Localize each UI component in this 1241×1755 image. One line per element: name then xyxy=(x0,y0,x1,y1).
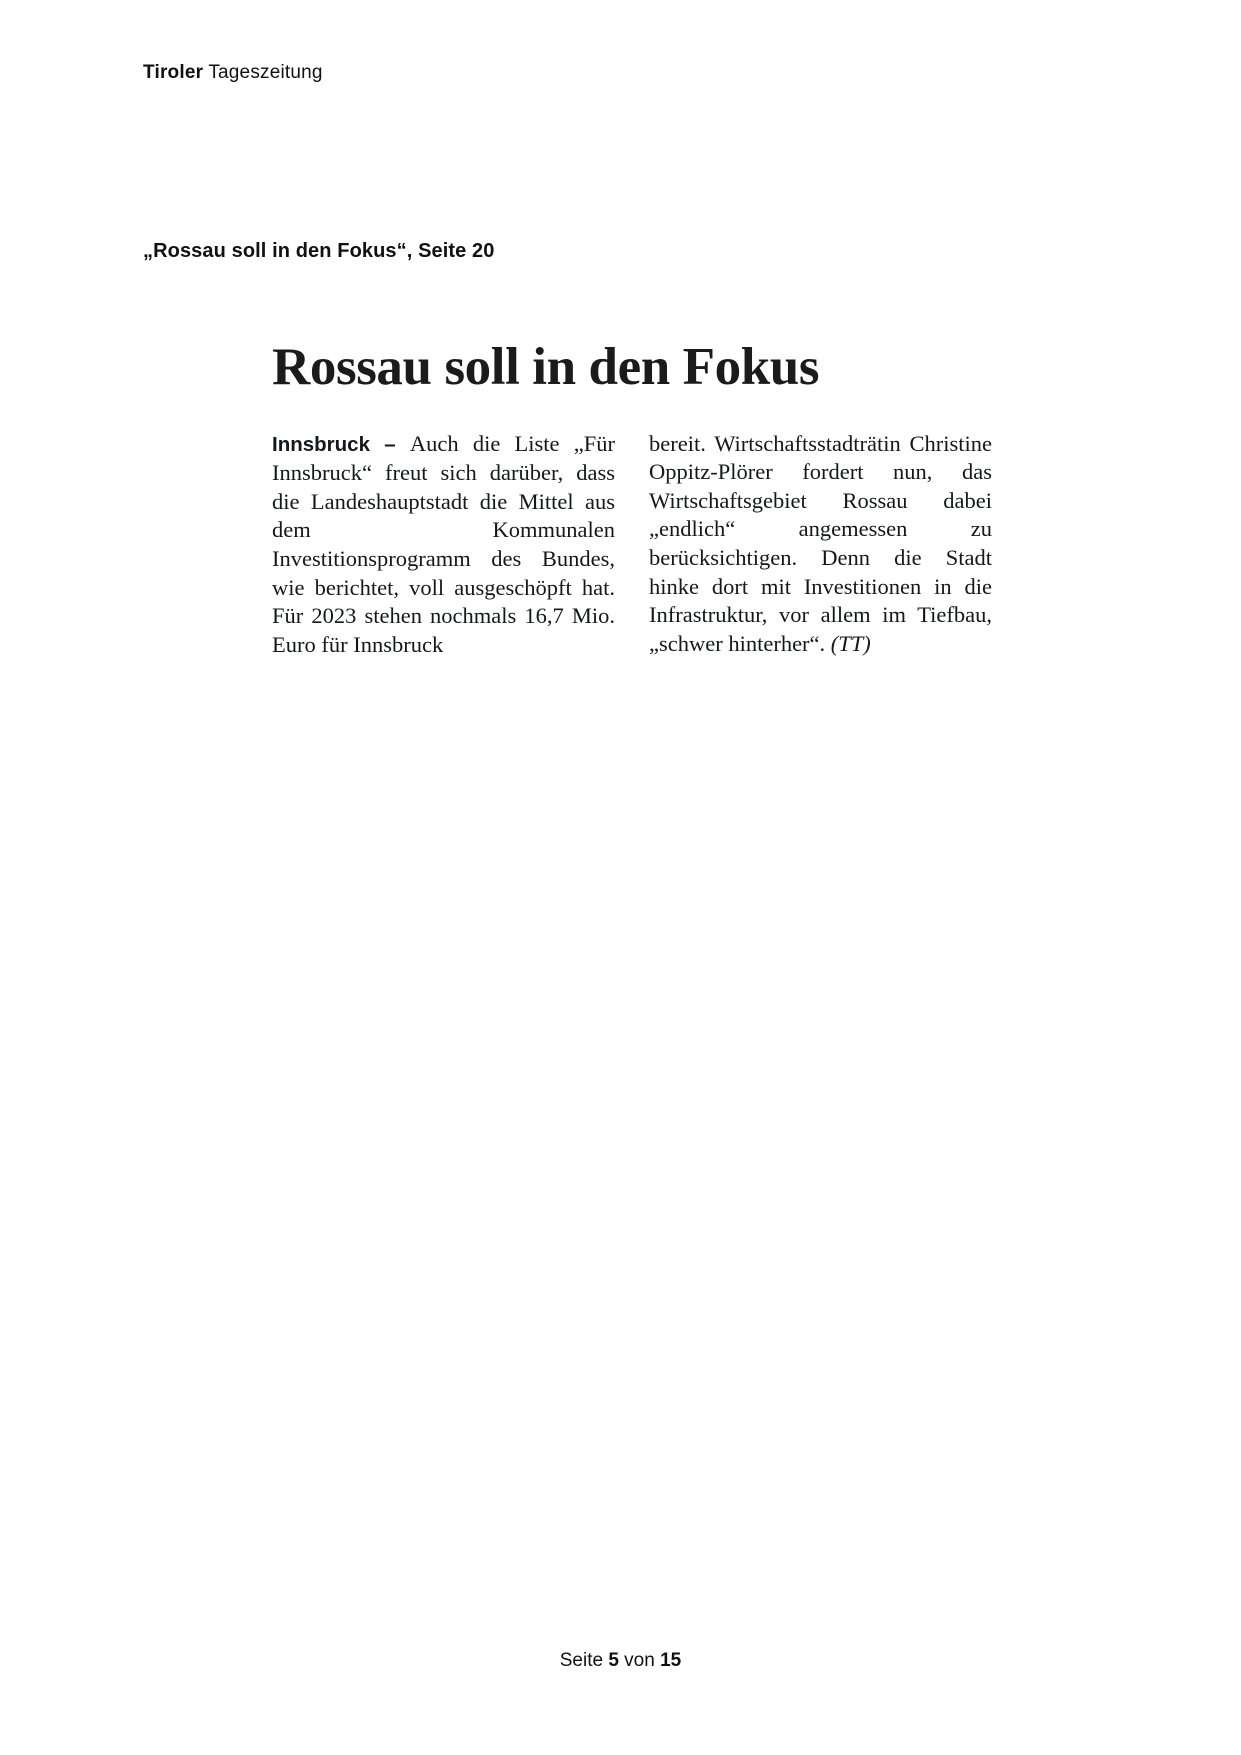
footer-prefix: Seite xyxy=(559,1650,609,1671)
article-credit: (TT) xyxy=(830,630,871,656)
masthead-brand: Tiroler xyxy=(143,62,204,83)
article-column-2-text: bereit. Wirtschaftsstadträtin Christine Oppitz-Plörer fordert nun, das Wirtschaftsgebiet Rossau dabei „endlich“ angemessen zu berücksichtigen. Denn die Stadt hinke dort mit Investitionen in die Infrastruktur, vor allem im Tiefbau, „schwer hinterher“. xyxy=(649,430,992,656)
page-footer xyxy=(0,1650,1241,1672)
masthead xyxy=(143,62,323,84)
newspaper-clipping xyxy=(272,340,1012,659)
footer-total-pages: 15 xyxy=(660,1650,682,1671)
article-column-1 xyxy=(272,430,615,660)
article-body xyxy=(272,430,1012,660)
article-headline: Rossau soll in den Fokus xyxy=(272,338,820,396)
article-reference: „Rossau soll in den Fokus“, Seite 20 xyxy=(143,240,495,262)
masthead-suffix: Tageszeitung xyxy=(203,62,323,83)
article-dateline: Innsbruck – xyxy=(272,432,410,456)
footer-middle: von xyxy=(618,1650,661,1671)
footer-page-number: 5 xyxy=(608,1650,619,1671)
article-column-1-text: Auch die Liste „Für Innsbruck“ freut sich darüber, dass die Landeshauptstadt die Mittel aus dem Kommunalen Investitionsprogramm des Bundes, wie berichtet, voll ausgeschöpft hat. Für 2023 stehen nochmals 16,7 Mio. Euro für Innsbruck xyxy=(272,430,615,657)
article-column-2 xyxy=(649,430,992,659)
